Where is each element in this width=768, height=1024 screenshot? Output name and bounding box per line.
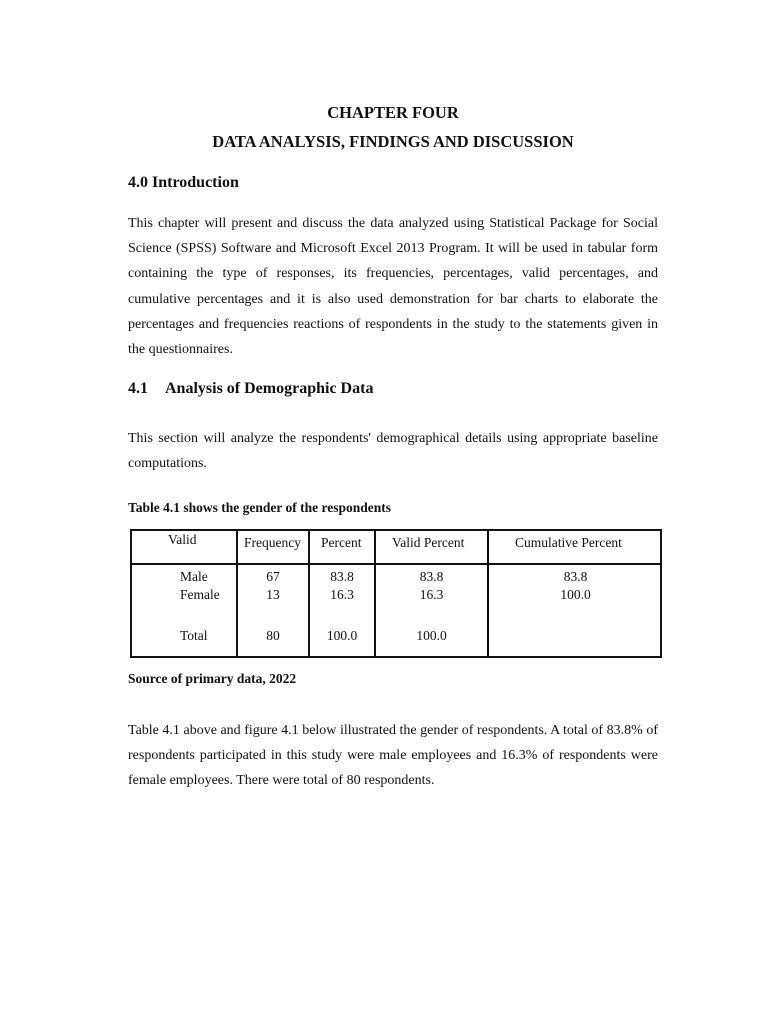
paragraph-text: charts to elaborate the percentages and frequencies reactions of respondents in the: [128, 291, 658, 332]
table-header-valid: Valid: [168, 532, 197, 547]
paragraph-text: This chapter will present and discuss the data analyzed using Statistical Package for: [128, 216, 618, 231]
table-header-percent: Percent: [321, 535, 362, 550]
introduction-paragraph: [128, 211, 658, 362]
section-paragraph: [128, 426, 658, 476]
chapter-title: CHAPTER FOUR: [327, 103, 459, 122]
table-source: Source of primary data, 2022: [128, 671, 297, 686]
cell-percent: 16.3: [330, 587, 354, 602]
cell-percent: 83.8: [330, 569, 354, 584]
paragraph-text: in tabular form containing the type of responses, its frequencies, percentages, valid: [128, 241, 658, 282]
table-header-cumulative-percent: Cumulative Percent: [515, 535, 622, 550]
table-caption: Table 4.1 shows the gender of the respondents: [128, 500, 392, 515]
cell-cumulative-percent: 100.0: [560, 587, 591, 602]
paragraph-text: This section will analyze the respondents' demographical details using appropriate: [128, 431, 607, 446]
paragraph-text: study to the statements given in the questionnaires.: [128, 316, 659, 358]
table-divider: [132, 563, 660, 565]
chapter-subtitle: DATA ANALYSIS, FINDINGS AND DISCUSSION: [212, 132, 574, 151]
cell-valid-percent: 16.3: [419, 587, 444, 602]
row-label-total: Total: [180, 628, 208, 643]
cell-frequency: 67: [266, 569, 280, 584]
cell-percent: 100.0: [326, 628, 358, 643]
discussion-paragraph: [128, 718, 658, 794]
gender-table: [130, 529, 662, 658]
paragraph-text: Social Science (SPSS) Software and Microsoft Excel 2013 Program. It will be used: [128, 216, 659, 257]
paragraph-text: Table 4.1 above and figure 4.1 below illustrated the gender of respondents. A total of: [128, 723, 604, 738]
cell-valid-percent: 83.8: [419, 569, 444, 584]
cell-frequency: 13: [266, 587, 280, 602]
cell-cumulative-percent: 83.8: [563, 569, 588, 584]
table-header-valid-percent: Valid Percent: [392, 535, 465, 550]
cell-valid-percent: 100.0: [416, 628, 447, 643]
paragraph-text: respondents were female employees. There were total of 80 respondents.: [128, 748, 658, 789]
table-header-frequency: Frequency: [244, 535, 301, 550]
row-label-male: Male: [180, 569, 208, 584]
paragraph-text: 83.8% of respondents participated in this study were male employees and 16.3% of: [128, 723, 658, 764]
section-number: 4.1: [128, 380, 148, 397]
section-title: Analysis of Demographic Data: [165, 380, 374, 397]
paragraph-text: percentages, and cumulative percentages and it is also used demonstration for bar: [128, 266, 658, 307]
introduction-heading: 4.0 Introduction: [128, 174, 239, 191]
cell-frequency: 80: [266, 628, 280, 643]
paragraph-text: baseline computations.: [128, 431, 659, 472]
row-label-female: Female: [180, 587, 220, 602]
section-heading: [128, 380, 373, 398]
